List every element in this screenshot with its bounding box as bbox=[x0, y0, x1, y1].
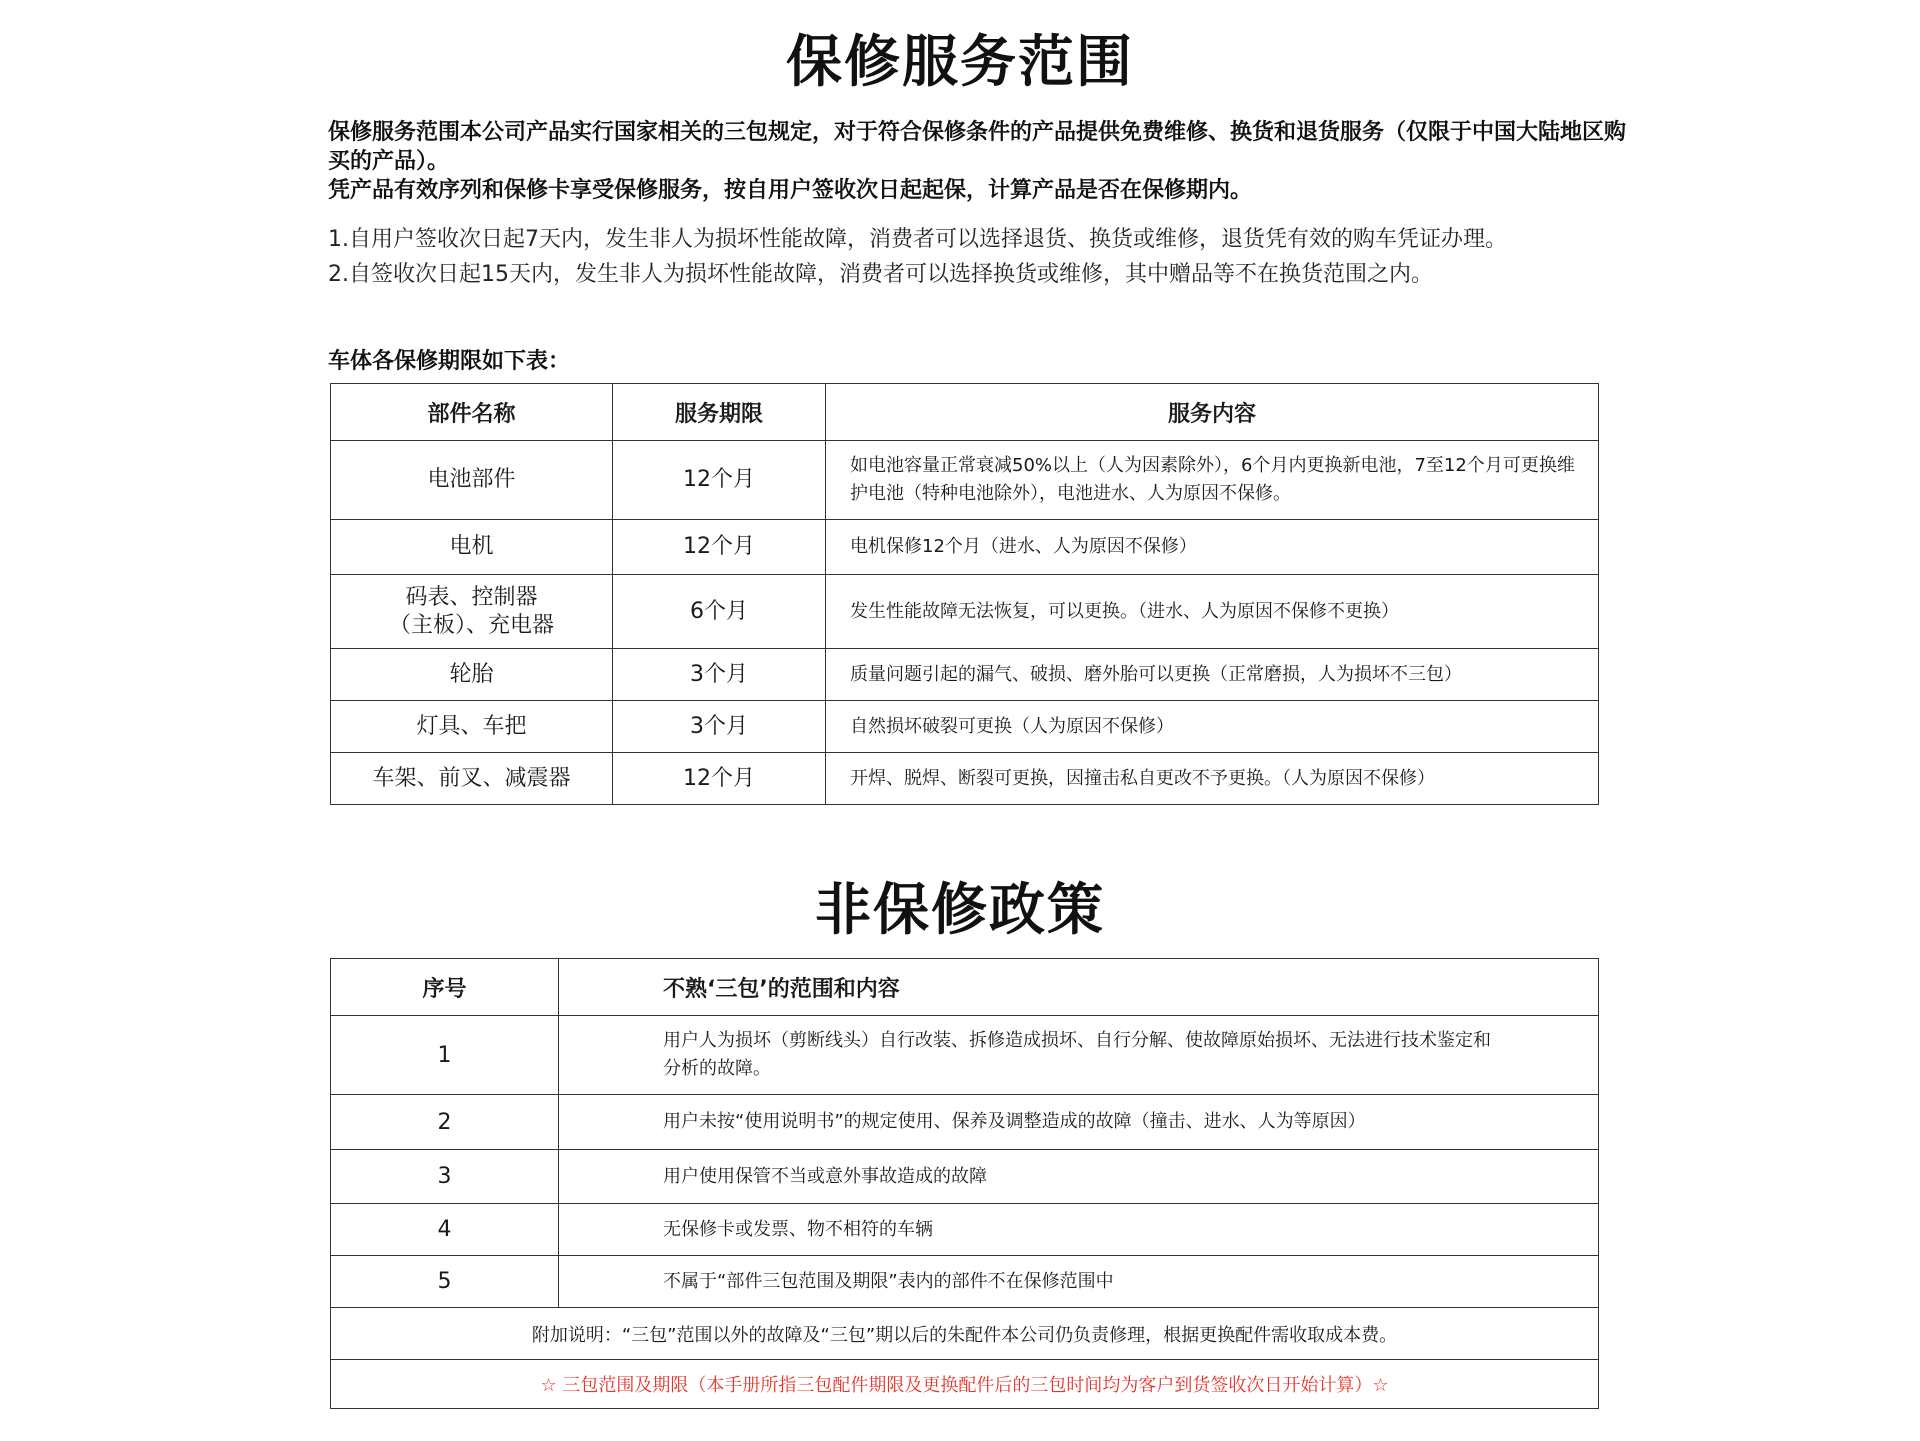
table-row bbox=[331, 1256, 1599, 1308]
column-header: 服务期限 bbox=[613, 384, 826, 441]
period-cell: 12个月 bbox=[613, 753, 826, 805]
content-cell: 用户人为损坏（剪断线头）自行改装、拆修造成损坏、自行分解、使故障原始损坏、无法进行技术鉴定和分析的故障。 bbox=[559, 1016, 1599, 1095]
column-header: 部件名称 bbox=[331, 384, 613, 441]
part-name-cell bbox=[331, 520, 613, 575]
table-row bbox=[331, 649, 1599, 701]
part-name: 车架、前叉、减震器 bbox=[372, 765, 571, 791]
warranty-intro bbox=[328, 118, 1628, 205]
table-row bbox=[331, 1150, 1599, 1204]
period-cell: 3个月 bbox=[613, 649, 826, 701]
table-row bbox=[331, 575, 1599, 649]
note-row bbox=[331, 1308, 1599, 1360]
content-cell: 电机保修12个月（进水、人为原因不保修） bbox=[826, 520, 1599, 575]
additional-note: 附加说明：“三包”范围以外的故障及“三包”期以后的朱配件本公司仍负责修理，根据更换配件需收取成本费。 bbox=[331, 1308, 1599, 1360]
part-name-cell bbox=[331, 753, 613, 805]
table-row bbox=[331, 1204, 1599, 1256]
part-name: 码表、控制器 bbox=[405, 584, 538, 610]
row-number: 2 bbox=[331, 1095, 559, 1150]
warranty-table-title: 车体各保修期限如下表： bbox=[328, 349, 571, 374]
table-row bbox=[331, 1095, 1599, 1150]
table-header-row bbox=[331, 384, 1599, 441]
part-name-cell bbox=[331, 701, 613, 753]
rule-item: 2.自签收次日起15天内，发生非人为损坏性能故障，消费者可以选择换货或维修，其中赠品等不在换货范围之内。 bbox=[328, 262, 1433, 287]
row-number: 4 bbox=[331, 1204, 559, 1256]
part-name: 灯具、车把 bbox=[416, 713, 527, 739]
column-header: 序号 bbox=[331, 959, 559, 1016]
content-cell: 不属于“部件三包范围及期限”表内的部件不在保修范围中 bbox=[559, 1256, 1599, 1308]
table-row bbox=[331, 1016, 1599, 1095]
part-name: 电池部件 bbox=[427, 467, 516, 492]
column-header: 不熟‘三包’的范围和内容 bbox=[559, 959, 1599, 1016]
part-name: 轮胎 bbox=[449, 661, 494, 687]
table-row bbox=[331, 753, 1599, 805]
period-cell: 6个月 bbox=[613, 575, 826, 649]
warranty-period-table bbox=[330, 383, 1599, 805]
content-cell: 如电池容量正常衰减50%以上（人为因素除外），6个月内更换新电池，7至12个月可更换维护电池（特种电池除外），电池进水、人为原因不保修。 bbox=[826, 441, 1599, 520]
table-header-row bbox=[331, 959, 1599, 1016]
warranty-period-footnote: ☆ 三包范围及期限（本手册所指三包配件期限及更换配件后的三包时间均为客户到货签收次日开始计算）☆ bbox=[331, 1360, 1599, 1409]
table-row bbox=[331, 701, 1599, 753]
intro-paragraph: 保修服务范围本公司产品实行国家相关的三包规定，对于符合保修条件的产品提供免费维修、换货和退货服务（仅限于中国大陆地区购买的产品）。 bbox=[328, 120, 1627, 174]
table-row bbox=[331, 520, 1599, 575]
content-cell: 用户未按“使用说明书”的规定使用、保养及调整造成的故障（撞击、进水、人为等原因） bbox=[559, 1095, 1599, 1150]
content-cell: 用户使用保管不当或意外事故造成的故障 bbox=[559, 1150, 1599, 1204]
column-header: 服务内容 bbox=[826, 384, 1599, 441]
warranty-scope-title: 保修服务范围 bbox=[786, 30, 1134, 95]
table-row bbox=[331, 441, 1599, 520]
row-number: 3 bbox=[331, 1150, 559, 1204]
part-name: （主板）、充电器 bbox=[388, 612, 554, 638]
content-cell: 发生性能故障无法恢复，可以更换。（进水、人为原因不保修不更换） bbox=[826, 575, 1599, 649]
part-name-cell bbox=[331, 441, 613, 520]
content-cell: 自然损坏破裂可更换（人为原因不保修） bbox=[826, 701, 1599, 753]
rule-item: 1.自用户签收次日起7天内，发生非人为损坏性能故障，消费者可以选择退货、换货或维修，退货凭有效的购车凭证办理。 bbox=[328, 227, 1507, 252]
period-cell: 12个月 bbox=[613, 441, 826, 520]
row-number: 5 bbox=[331, 1256, 559, 1308]
period-cell: 12个月 bbox=[613, 520, 826, 575]
non-warranty-table bbox=[330, 958, 1599, 1409]
return-rules bbox=[328, 222, 1628, 292]
row-number: 1 bbox=[331, 1016, 559, 1095]
content-cell: 无保修卡或发票、物不相符的车辆 bbox=[559, 1204, 1599, 1256]
intro-paragraph: 凭产品有效序列和保修卡享受保修服务，按自用户签收次日起起保，计算产品是否在保修期内。 bbox=[328, 178, 1253, 203]
content-cell: 质量问题引起的漏气、破损、磨外胎可以更换（正常磨损，人为损坏不三包） bbox=[826, 649, 1599, 701]
non-warranty-policy-title: 非保修政策 bbox=[815, 878, 1105, 943]
content-cell: 开焊、脱焊、断裂可更换，因撞击私自更改不予更换。（人为原因不保修） bbox=[826, 753, 1599, 805]
period-cell: 3个月 bbox=[613, 701, 826, 753]
footer-row bbox=[331, 1360, 1599, 1409]
part-name-cell bbox=[331, 575, 613, 649]
part-name: 电机 bbox=[449, 534, 494, 559]
part-name-cell bbox=[331, 649, 613, 701]
